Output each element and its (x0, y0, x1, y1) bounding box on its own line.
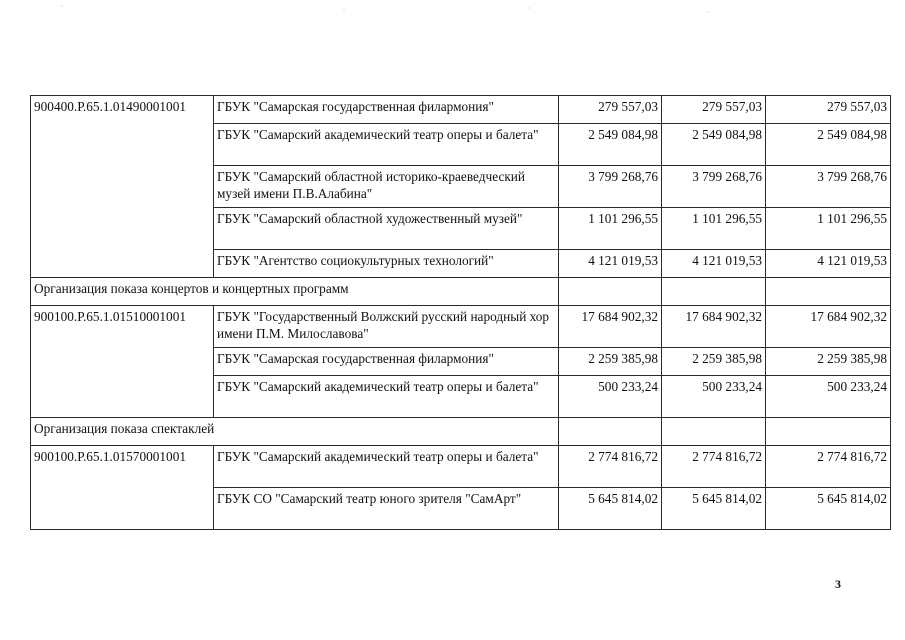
amount-year-2: 17 684 902,32 (662, 306, 766, 348)
empty-cell (662, 418, 766, 446)
institution-name: ГБУК "Самарский областной художественный музей" (214, 208, 559, 250)
empty-cell (766, 418, 891, 446)
service-code: 900100.Р.65.1.01510001001 (31, 306, 214, 418)
amount-year-2: 279 557,03 (662, 96, 766, 124)
table-row (31, 306, 891, 348)
institution-name: ГБУК "Государственный Волжский русский народный хор имени П.М. Милославова" (214, 306, 559, 348)
amount-year-2: 2 549 084,98 (662, 124, 766, 166)
empty-cell (559, 418, 662, 446)
section-row (31, 418, 891, 446)
amount-year-1: 4 121 019,53 (559, 250, 662, 278)
amount-year-3: 3 799 268,76 (766, 166, 891, 208)
amount-year-3: 279 557,03 (766, 96, 891, 124)
section-row (31, 278, 891, 306)
amount-year-2: 3 799 268,76 (662, 166, 766, 208)
amount-year-1: 1 101 296,55 (559, 208, 662, 250)
section-title: Организация показа концертов и концертных программ (31, 278, 559, 306)
table-row (31, 96, 891, 124)
amount-year-2: 5 645 814,02 (662, 488, 766, 530)
amount-year-2: 2 259 385,98 (662, 348, 766, 376)
institution-name: ГБУК "Самарский областной историко-краеведческий музей имени П.В.Алабина" (214, 166, 559, 208)
institution-name: ГБУК "Агентство социокультурных технологий" (214, 250, 559, 278)
amount-year-3: 2 549 084,98 (766, 124, 891, 166)
institution-name: ГБУК "Самарский академический театр оперы и балета" (214, 376, 559, 418)
amount-year-2: 500 233,24 (662, 376, 766, 418)
amount-year-1: 2 774 816,72 (559, 446, 662, 488)
budget-table (30, 95, 891, 530)
table-row (31, 446, 891, 488)
empty-cell (766, 278, 891, 306)
amount-year-3: 2 774 816,72 (766, 446, 891, 488)
amount-year-2: 2 774 816,72 (662, 446, 766, 488)
institution-name: ГБУК "Самарский академический театр оперы и балета" (214, 124, 559, 166)
service-code: 900400.Р.65.1.01490001001 (31, 96, 214, 278)
amount-year-1: 3 799 268,76 (559, 166, 662, 208)
empty-cell (662, 278, 766, 306)
institution-name: ГБУК "Самарская государственная филармония" (214, 348, 559, 376)
amount-year-1: 279 557,03 (559, 96, 662, 124)
amount-year-3: 2 259 385,98 (766, 348, 891, 376)
amount-year-1: 2 549 084,98 (559, 124, 662, 166)
scan-speckles (0, 0, 905, 40)
amount-year-1: 2 259 385,98 (559, 348, 662, 376)
amount-year-1: 500 233,24 (559, 376, 662, 418)
institution-name: ГБУК "Самарский академический театр оперы и балета" (214, 446, 559, 488)
service-code: 900100.Р.65.1.01570001001 (31, 446, 214, 530)
amount-year-3: 500 233,24 (766, 376, 891, 418)
amount-year-3: 4 121 019,53 (766, 250, 891, 278)
amount-year-2: 4 121 019,53 (662, 250, 766, 278)
institution-name: ГБУК СО "Самарский театр юного зрителя "СамАрт" (214, 488, 559, 530)
amount-year-1: 17 684 902,32 (559, 306, 662, 348)
amount-year-2: 1 101 296,55 (662, 208, 766, 250)
page-number: 3 (835, 577, 841, 591)
institution-name: ГБУК "Самарская государственная филармония" (214, 96, 559, 124)
empty-cell (559, 278, 662, 306)
amount-year-1: 5 645 814,02 (559, 488, 662, 530)
amount-year-3: 17 684 902,32 (766, 306, 891, 348)
section-title: Организация показа спектаклей (31, 418, 559, 446)
amount-year-3: 1 101 296,55 (766, 208, 891, 250)
amount-year-3: 5 645 814,02 (766, 488, 891, 530)
